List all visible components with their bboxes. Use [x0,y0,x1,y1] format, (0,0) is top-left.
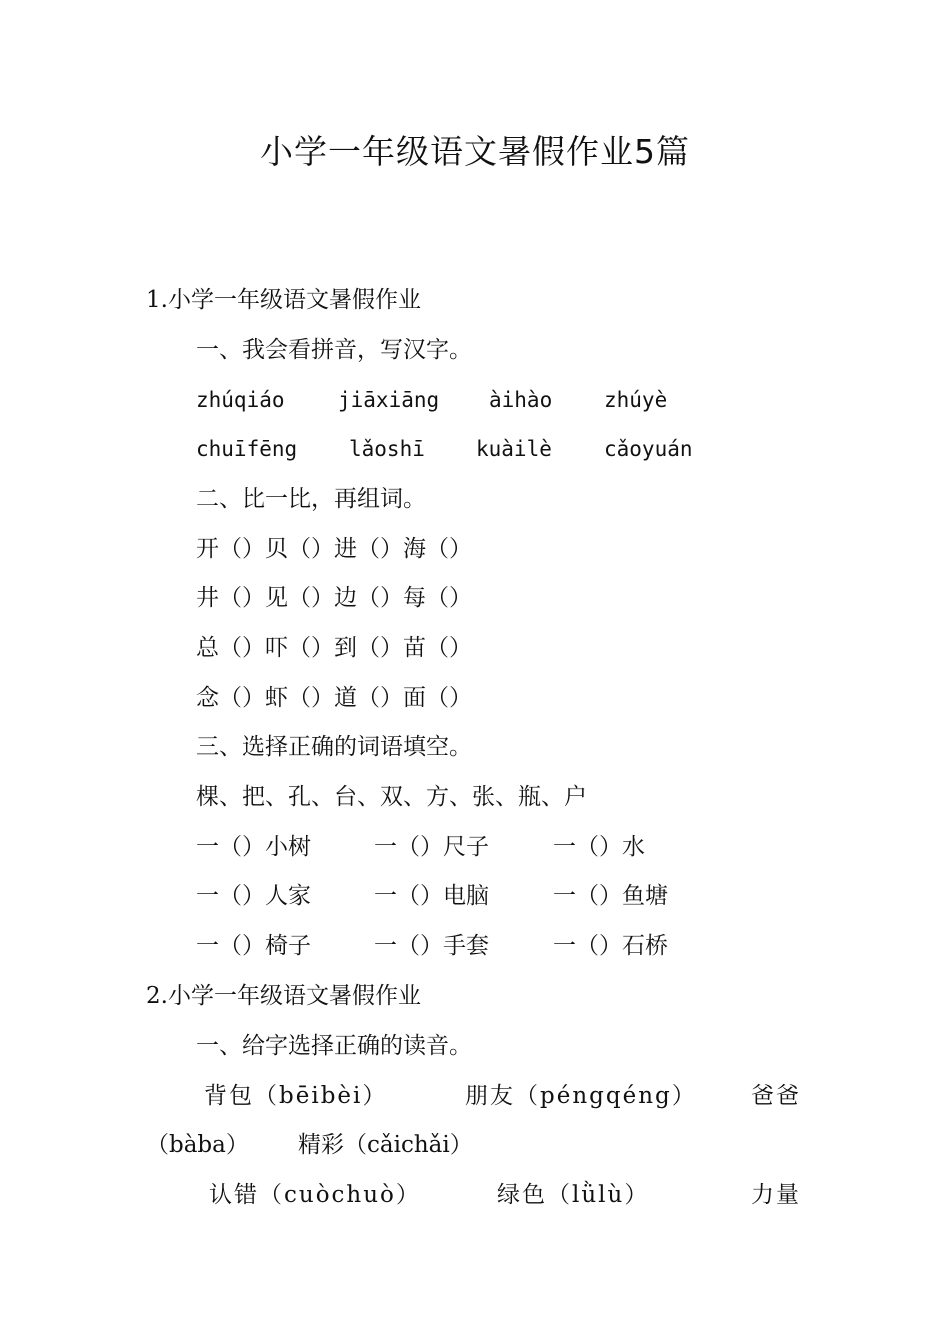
pinyin-item: zhúqiáo [196,388,285,412]
reading-item: 力量 [751,1182,801,1208]
pinyin-item: àihào [489,388,553,412]
pinyin-item: lǎoshī [349,437,425,461]
section-heading-1: 1.小学一年级语文暑假作业 [146,287,421,313]
reading-item: 爸爸 [751,1083,801,1109]
question-label: 三、选择正确的词语填空。 [196,734,472,760]
pinyin-item: chuīfēng [196,437,298,461]
document-title: 小学一年级语文暑假作业5篇 [260,132,690,171]
fill-item: 一（）手套 [374,933,489,959]
question-label: 一、我会看拼音，写汉字。 [196,337,472,363]
question-label: 一、给字选择正确的读音。 [196,1033,472,1059]
compare-row: 念（）虾（）道（）面（） [196,685,472,711]
reading-item: 认错（cuòchuò） [209,1182,421,1208]
reading-item: 朋友（péngqéng） [465,1083,697,1109]
reading-item: （bàba） [146,1132,249,1158]
reading-item: 绿色（lǜlù） [497,1182,650,1208]
fill-item: 一（）尺子 [374,834,489,860]
reading-item: 精彩（cǎichǎi） [298,1132,473,1158]
fill-item: 一（）椅子 [196,933,311,959]
fill-item: 一（）石桥 [553,933,668,959]
pinyin-item: jiāxiāng [338,388,440,412]
fill-item: 一（）小树 [196,834,311,860]
fill-item: 一（）电脑 [374,883,489,909]
compare-row: 开（）贝（）进（）海（） [196,536,472,562]
reading-item: 背包（bēibèi） [204,1083,388,1109]
pinyin-item: zhúyè [604,388,668,412]
compare-row: 总（）吓（）到（）苗（） [196,635,472,661]
fill-item: 一（）鱼塘 [553,883,668,909]
pinyin-item: kuàilè [476,437,552,461]
word-options: 棵、把、孔、台、双、方、张、瓶、户 [196,784,587,810]
fill-item: 一（）水 [553,834,645,860]
section-heading-2: 2.小学一年级语文暑假作业 [146,983,421,1009]
question-label: 二、比一比，再组词。 [196,486,426,512]
compare-row: 井（）见（）边（）每（） [196,585,472,611]
fill-item: 一（）人家 [196,883,311,909]
pinyin-item: cǎoyuán [604,437,693,461]
